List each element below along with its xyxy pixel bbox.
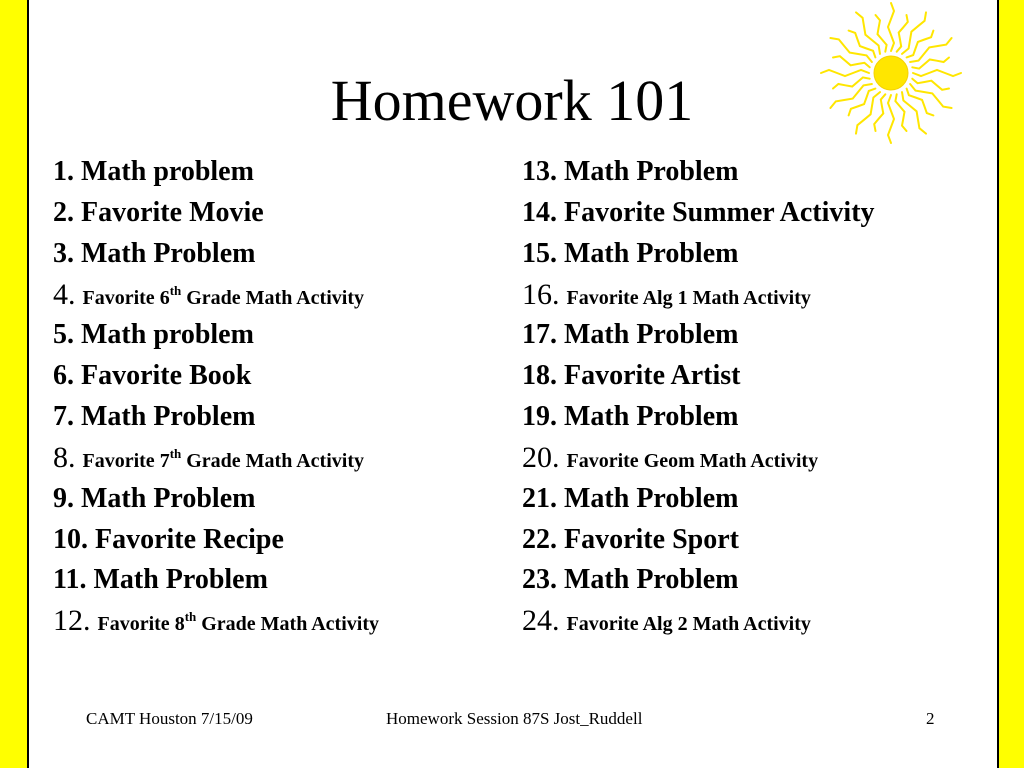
sun-ray bbox=[876, 15, 887, 52]
list-item: 20. Favorite Geom Math Activity bbox=[522, 440, 819, 474]
sun-ray bbox=[888, 3, 894, 51]
list-item: 11. Math Problem bbox=[53, 564, 268, 596]
sun-ray bbox=[897, 15, 908, 52]
list-item: 1. Math problem bbox=[53, 156, 254, 187]
list-item: 17. Math Problem bbox=[522, 319, 739, 351]
list-item: 24. Favorite Alg 2 Math Activity bbox=[522, 604, 811, 638]
list-item: 6. Favorite Book bbox=[53, 360, 252, 392]
list-item: 13. Math Problem bbox=[522, 156, 739, 187]
list-item: 9. Math Problem bbox=[53, 482, 256, 514]
sun-ray bbox=[902, 12, 926, 54]
footer-center-text: Homework Session 87S Jost_Ruddell bbox=[386, 709, 643, 728]
list-item: 19. Math Problem bbox=[522, 401, 739, 433]
list-item: 12. Favorite 8th Grade Math Activity bbox=[53, 604, 379, 638]
list-item: 22. Favorite Sport bbox=[522, 523, 739, 555]
list-item: 8. Favorite 7th Grade Math Activity bbox=[53, 440, 364, 474]
list-item: 3. Math Problem bbox=[53, 237, 256, 269]
list-item: 21. Math Problem bbox=[522, 482, 739, 514]
sun-ray bbox=[910, 38, 952, 62]
list-item: 14. Favorite Summer Activity bbox=[522, 196, 875, 228]
list-item: 15. Math Problem bbox=[522, 237, 739, 269]
list-item: 18. Favorite Artist bbox=[522, 360, 741, 392]
sun-ray bbox=[830, 38, 872, 62]
slide-title: Homework 101 bbox=[330, 68, 694, 133]
list-item: 7. Math Problem bbox=[53, 401, 256, 433]
list-item: 10. Favorite Recipe bbox=[53, 523, 284, 555]
slide-number: 2 bbox=[926, 709, 935, 728]
list-item: 5. Math problem bbox=[53, 319, 254, 351]
right-homework-list bbox=[522, 152, 875, 642]
list-item: 2. Favorite Movie bbox=[53, 196, 264, 228]
footer-left-text: CAMT Houston 7/15/09 bbox=[86, 709, 253, 728]
list-item: 16. Favorite Alg 1 Math Activity bbox=[522, 277, 811, 311]
list-item: 4. Favorite 6th Grade Math Activity bbox=[53, 277, 364, 311]
sun-ray bbox=[856, 12, 880, 54]
left-homework-list bbox=[53, 152, 379, 642]
list-item: 23. Math Problem bbox=[522, 564, 739, 596]
